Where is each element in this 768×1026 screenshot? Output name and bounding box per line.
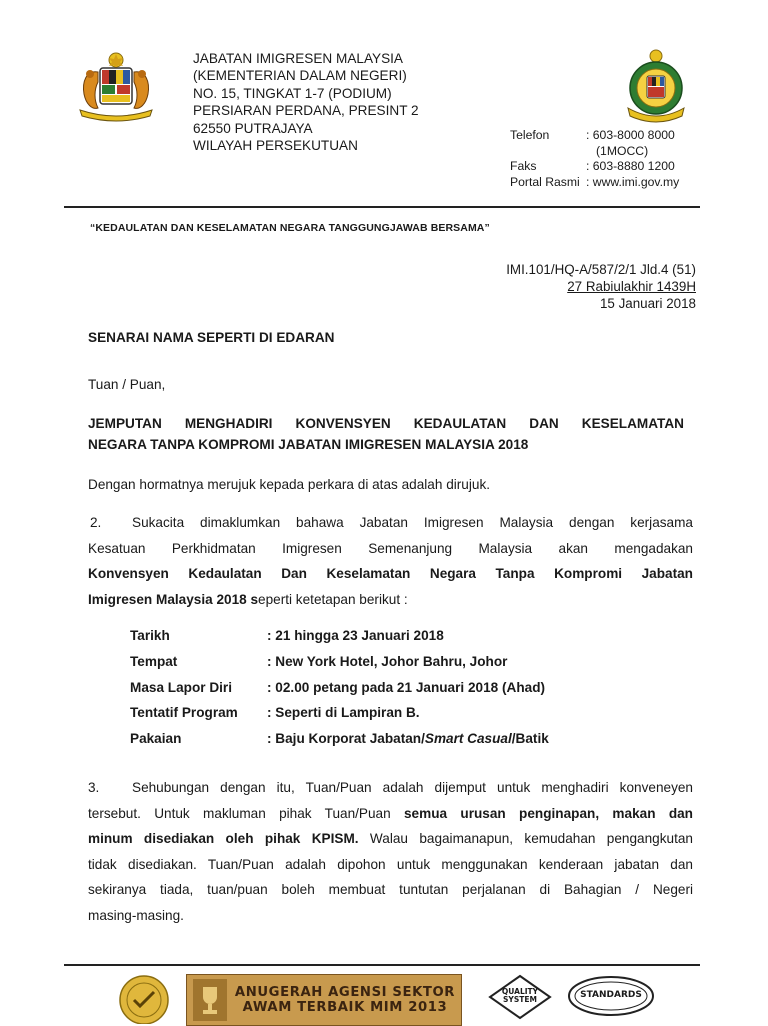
detail-value: : New York Hotel, Johor Bahru, Johor xyxy=(267,653,508,669)
detail-value-part: /Batik xyxy=(511,731,549,747)
standards-badge-text: STANDARDS xyxy=(580,990,642,1000)
award-banner xyxy=(186,974,462,1026)
contact-row xyxy=(510,159,679,175)
contact-label xyxy=(510,144,586,160)
contact-row xyxy=(510,128,679,144)
detail-label: Pakaian xyxy=(130,731,182,747)
sender-address xyxy=(193,50,419,154)
contact-label: Telefon xyxy=(510,128,550,142)
malaysia-coat-of-arms-icon xyxy=(68,50,164,124)
detail-row xyxy=(130,705,549,731)
detail-label: Masa Lapor Diri xyxy=(130,679,232,695)
award-text xyxy=(229,985,461,1015)
address-line: NO. 15, TINGKAT 1-7 (PODIUM) xyxy=(193,85,392,101)
detail-value xyxy=(267,731,549,746)
reference-block xyxy=(506,261,696,312)
letter-date: 15 Januari 2018 xyxy=(599,296,696,311)
detail-value: : Seperti di Lampiran B. xyxy=(267,705,420,721)
quality-system-badge xyxy=(488,974,552,1020)
detail-value-italic: Smart Casual xyxy=(424,731,512,747)
footer-divider xyxy=(64,964,700,966)
bold-text: semua urusan penginapan, makan dan xyxy=(404,805,693,821)
subject-line-1 xyxy=(88,413,684,434)
paragraph-line xyxy=(88,587,693,613)
paragraph-line: tidak disediakan. Tuan/Puan adalah dipohon untuk menggunakan kenderaan jabatan dan xyxy=(88,856,693,872)
motto: “KEDAULATAN DAN KESELAMATAN NEGARA TANGGUNGJAWAB BERSAMA” xyxy=(90,222,490,234)
detail-label: Tempat xyxy=(130,653,178,669)
quality-badge-text: QUALITY SYSTEM xyxy=(501,987,539,1004)
paragraph-text: Sukacita dimaklumkan bahawa Jabatan Imigresen Malaysia dengan kerjasama xyxy=(132,515,693,530)
event-details xyxy=(130,628,549,757)
detail-label: Tarikh xyxy=(130,628,170,643)
paragraph-line xyxy=(88,826,693,852)
world-quality-award-icon xyxy=(118,974,170,1024)
paragraph-line: sekiranya tiada, tuan/puan boleh membuat tuntutan perjalanan di Bahagian / Negeri xyxy=(88,882,693,898)
paragraph-text: tersebut. Untuk makluman pihak Tuan/Puan xyxy=(88,805,404,821)
detail-row xyxy=(130,731,549,757)
paragraph-line: masing-masing. xyxy=(88,907,184,923)
subject-line-2: NEGARA TANPA KOMPROMI JABATAN IMIGRESEN MALAYSIA 2018 xyxy=(88,437,529,452)
contact-row xyxy=(510,144,679,160)
paragraph-text: Walau bagaimanapun, kemudahan pengangkutan xyxy=(358,831,693,847)
contact-value: : 603-8000 8000 xyxy=(586,128,675,142)
letter-subject xyxy=(88,413,684,455)
paragraph-number: 3. xyxy=(88,780,100,795)
subject-word: KESELAMATAN xyxy=(581,416,684,431)
salutation: Tuan / Puan, xyxy=(88,377,166,392)
paragraph-line: Kesatuan Perkhidmatan Imigresen Semenanjung Malaysia akan mengadakan xyxy=(88,540,693,556)
detail-row xyxy=(130,654,549,680)
contact-row xyxy=(510,175,679,191)
subject-word: JEMPUTAN xyxy=(88,416,162,431)
recipients-line: SENARAI NAMA SEPERTI DI EDARAN xyxy=(88,330,335,345)
header-divider xyxy=(64,206,700,208)
paragraph-2 xyxy=(88,510,693,612)
paragraph-line xyxy=(88,775,693,801)
address-line: JABATAN IMIGRESEN MALAYSIA xyxy=(193,51,403,66)
contact-block xyxy=(510,128,679,190)
paragraph-line xyxy=(88,801,693,827)
contact-value: (1MOCC) xyxy=(596,143,649,158)
paragraph-1: Dengan hormatnya merujuk kepada perkara di atas adalah dirujuk. xyxy=(88,477,491,492)
subject-word: DAN xyxy=(529,416,559,431)
contact-label: Faks xyxy=(510,159,537,174)
award-trophy-icon xyxy=(191,977,229,1023)
paragraph-number: 2. xyxy=(90,515,102,530)
contact-value: : 603-8880 1200 xyxy=(586,159,675,174)
paragraph-3 xyxy=(88,775,693,929)
detail-value: : 21 hingga 23 Januari 2018 xyxy=(267,628,444,643)
address-line: PERSIARAN PERDANA, PRESINT 2 xyxy=(193,103,419,119)
address-line: WILAYAH PERSEKUTUAN xyxy=(193,138,358,154)
standards-badge xyxy=(566,974,656,1020)
contact-value: : www.imi.gov.my xyxy=(586,174,680,189)
subject-word: KONVENSYEN xyxy=(295,416,391,431)
hijri-date: 27 Rabiulakhir 1439H xyxy=(567,279,696,294)
detail-value-part: : Baju Korporat Jabatan/ xyxy=(267,731,425,747)
address-line: 62550 PUTRAJAYA xyxy=(193,120,313,136)
reference-number: IMI.101/HQ-A/587/2/1 Jld.4 (51) xyxy=(506,262,696,277)
detail-value: : 02.00 petang pada 21 Januari 2018 (Ahad) xyxy=(267,679,546,695)
detail-label: Tentatif Program xyxy=(130,705,238,721)
paragraph-line: Konvensyen Kedaulatan Dan Keselamatan Negara Tanpa Kompromi Jabatan xyxy=(88,566,693,582)
bold-text: Imigresen Malaysia 2018 s xyxy=(88,591,259,607)
bold-text: minum disediakan oleh pihak KPISM. xyxy=(88,831,359,847)
subject-word: KEDAULATAN xyxy=(413,416,507,431)
paragraph-text: eperti ketetapan berikut : xyxy=(258,591,408,607)
subject-word: MENGHADIRI xyxy=(184,416,273,431)
detail-row xyxy=(130,628,549,654)
paragraph-text: Sehubungan dengan itu, Tuan/Puan adalah dijemput untuk menghadiri konveneyen xyxy=(132,780,693,795)
address-line: (KEMENTERIAN DALAM NEGERI) xyxy=(193,68,407,84)
award-line-2: AWAM TERBAIK MIM 2013 xyxy=(242,1000,448,1015)
detail-row xyxy=(130,680,549,706)
award-line-1: ANUGERAH AGENSI SEKTOR xyxy=(234,985,456,1000)
contact-label: Portal Rasmi xyxy=(510,174,580,189)
immigration-emblem-icon xyxy=(620,46,692,126)
paragraph-line xyxy=(88,510,693,536)
